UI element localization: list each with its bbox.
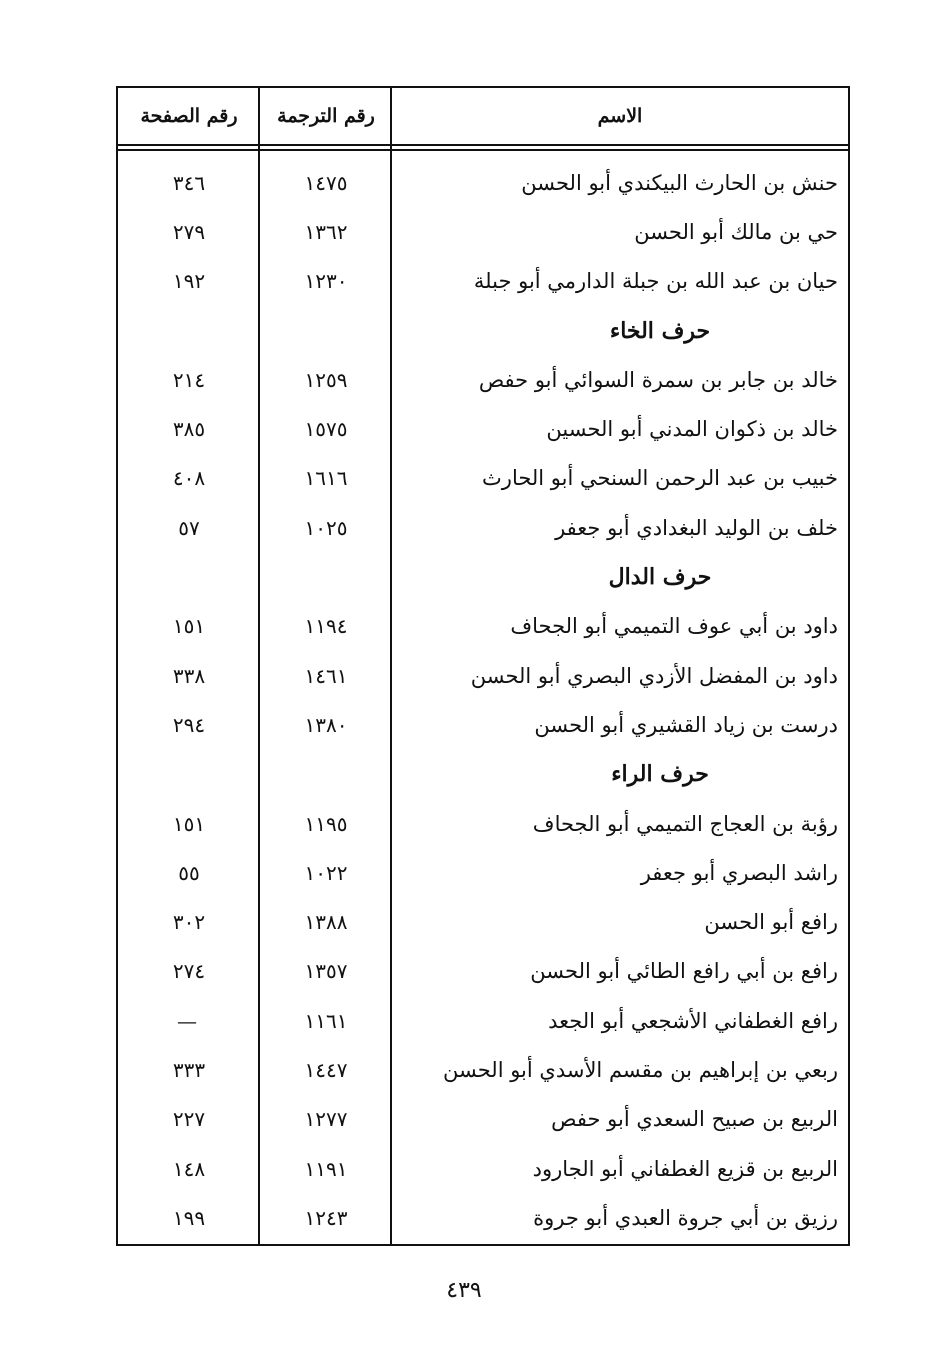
table-row [118,602,848,651]
table-row [118,454,848,503]
page-ref: ٣٤٦ [172,170,206,195]
entry-name: حيان بن عبد الله بن جبلة الدارمي أبو جبلة [473,269,838,294]
page-ref: ٥٥ [178,860,200,885]
page-ref: ٢٢٧ [172,1107,206,1132]
index-table [116,86,850,1246]
translation-number: ١٦١٦ [304,466,348,491]
entry-name: رافع بن أبي رافع الطائي أبو الحسن [530,959,838,984]
translation-number: ١٥٧٥ [304,417,348,442]
entry-name: راشد البصري أبو جعفر [640,860,838,885]
section-heading: حرف الراء [611,761,709,788]
translation-number: ١٤٤٧ [304,1057,348,1082]
table-row [118,503,848,552]
page-ref: ٣٠٢ [172,910,206,935]
translation-number: ١٠٢٢ [304,860,348,885]
entry-name: ربعي بن إبراهيم بن مقسم الأسدي أبو الحسن [443,1057,838,1082]
table-row [118,1095,848,1144]
translation-number: ١٤٧٥ [304,170,348,195]
table-row [118,355,848,404]
table-body [118,158,848,1243]
page-ref: ٤٠٨ [172,466,206,491]
table-row [118,1144,848,1193]
entry-name: رافع الغطفاني الأشجعي أبو الجعد [548,1008,838,1033]
page-ref: ٢٩٤ [172,712,206,737]
translation-number: ١١٩٥ [304,811,348,836]
table-row [118,897,848,946]
section-heading-row [118,306,848,355]
translation-number: ١٢٧٧ [304,1107,348,1132]
header-page-number: رقم الصفحة [140,105,238,127]
page-ref: ١٤٨ [172,1156,206,1181]
entry-name: الربيع بن صبيح السعدي أبو حفص [551,1107,838,1132]
translation-number: ١٣٨٨ [304,910,348,935]
entry-name: خبيب بن عبد الرحمن السنحي أبو الحارث [482,466,838,491]
translation-number: ١٢٥٩ [304,367,348,392]
translation-number: ١١٦١ [304,1008,348,1033]
table-row [118,799,848,848]
page-ref: — [177,1008,201,1033]
translation-number: ١٣٦٢ [304,219,348,244]
page-number: ٤٣٩ [446,1278,482,1303]
entry-name: خالد بن ذكوان المدني أبو الحسين [546,417,838,442]
entry-name: حي بن مالك أبو الحسن [634,219,838,244]
page-ref: ٣٨٥ [172,417,206,442]
translation-number: ١١٩١ [304,1156,348,1181]
page-ref: ٢٧٤ [172,959,206,984]
translation-number: ١٤٦١ [304,663,348,688]
page-ref: ٢٧٩ [172,219,206,244]
entry-name: خالد بن جابر بن سمرة السوائي أبو حفص [478,367,838,392]
header-name: الاسم [597,105,643,127]
translation-number: ١٢٣٠ [304,269,348,294]
entry-name: حنش بن الحارث البيكندي أبو الحسن [521,170,838,195]
header-translation-number: رقم الترجمة [277,105,375,127]
entry-name: درست بن زياد القشيري أبو الحسن [534,712,838,737]
table-row [118,404,848,453]
table-row [118,651,848,700]
page-ref: ٣٣٨ [172,663,206,688]
entry-name: خلف بن الوليد البغدادي أبو جعفر [555,515,838,540]
entry-name: رؤبة بن العجاج التميمي أبو الجحاف [532,811,838,836]
entry-name: داود بن أبي عوف التميمي أبو الجحاف [510,614,838,639]
translation-number: ١١٩٤ [304,614,348,639]
entry-name: رافع أبو الحسن [704,910,838,935]
page-ref: ١٩٩ [172,1205,206,1230]
header-double-rule [118,146,848,151]
table-row [118,848,848,897]
translation-number: ١٣٨٠ [304,712,348,737]
page-ref: ٥٧ [178,515,200,540]
translation-number: ١٣٥٧ [304,959,348,984]
entry-name: رزيق بن أبي جروة العبدي أبو جروة [533,1205,838,1230]
table-row [118,207,848,256]
page-ref: ١٥١ [172,614,206,639]
table-row [118,257,848,306]
section-heading-row [118,750,848,799]
table-row [118,1193,848,1242]
table-row [118,158,848,207]
table-row [118,1045,848,1094]
page-ref: ١٩٢ [172,269,206,294]
entry-name: داود بن المفضل الأزدي البصري أبو الحسن [470,663,838,688]
table-row [118,996,848,1045]
table-row [118,700,848,749]
section-heading: حرف الدال [608,564,712,591]
table-row [118,947,848,996]
page-ref: ٣٣٣ [172,1057,206,1082]
page-ref: ٢١٤ [172,367,206,392]
page-ref: ١٥١ [172,811,206,836]
entry-name: الربيع بن قزيع الغطفاني أبو الجارود [532,1156,838,1181]
translation-number: ١٠٢٥ [304,515,348,540]
translation-number: ١٢٤٣ [304,1205,348,1230]
table-header [118,88,848,146]
section-heading-row [118,552,848,601]
section-heading: حرف الخاء [609,317,711,344]
